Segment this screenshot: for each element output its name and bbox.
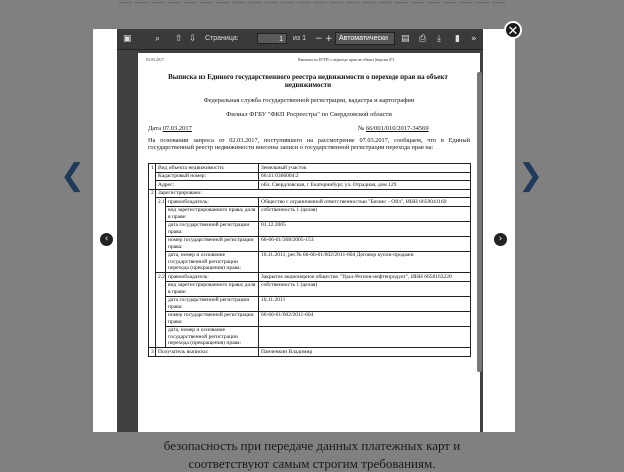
table-row: [149, 281, 471, 296]
viewer-prev-icon[interactable]: ‹: [100, 233, 113, 246]
cell-label: дата, номер и основание государственной регистрации перехода (прекращения) права:: [166, 326, 259, 348]
cell-value: 10.11.2011: [259, 296, 471, 311]
document-title: Выписка из Единого государственного реестра недвижимости о переходе прав на объект недвижимости: [168, 73, 448, 89]
records-table: [148, 163, 471, 357]
table-row: [149, 251, 471, 273]
bookmark-icon[interactable]: ▮: [455, 34, 460, 44]
close-icon[interactable]: ✕: [504, 21, 522, 39]
cell-label: правообладатель:: [166, 273, 259, 282]
cell-value: собственность 1 (целая): [259, 281, 471, 296]
cell-label: Кадастровый номер:: [156, 172, 259, 181]
download-icon[interactable]: ⤓: [437, 34, 441, 44]
cell-label: вид зарегистрированного права; доля в праве:: [166, 281, 259, 296]
backdrop-text-line-1: безопасность при передаче данных платежных карт и: [163, 438, 461, 453]
cell-label: дата, номер и основание государственной регистрации перехода (прекращения) права:: [166, 251, 259, 273]
number-row: [358, 125, 429, 132]
table-row: [149, 236, 471, 251]
page-header-title: Выписка из ЕГРП о переходе прав на объект (версия 07): [298, 57, 395, 62]
table-row: [149, 164, 471, 173]
pdf-toolbar: [117, 29, 483, 50]
page-number-input[interactable]: 1: [257, 33, 287, 44]
table-row: [149, 172, 471, 181]
branch-name: Филиал ФГБУ "ФКП Росреестра" по Свердловской области: [226, 111, 392, 118]
document-scroll-area[interactable]: [117, 50, 483, 432]
lightbox-modal: [93, 29, 515, 432]
zoom-in-icon[interactable]: +: [325, 34, 333, 44]
cell-value: Общество с ограниченной ответственностью "Бизнес - Ойл", ИНН 6659041169: [259, 198, 471, 207]
table-row: [149, 198, 471, 207]
cell-value: 10.11.2011, рег.№ 66-66-01/602/2011-604 Договор купли-продажи: [259, 251, 471, 273]
row-number: 3: [149, 348, 156, 357]
agency-name: Федеральная служба государственной регистрации, кадастра и картографии: [203, 97, 415, 104]
zoom-select[interactable]: Автоматически: [335, 32, 395, 45]
gallery-prev-icon[interactable]: ❮: [60, 158, 86, 193]
table-row: [149, 189, 471, 198]
table-row: [149, 221, 471, 236]
search-icon[interactable]: ⌕: [155, 34, 161, 44]
table-row: [149, 348, 471, 357]
table-row: [149, 273, 471, 282]
cell-value: Панченкин Владимир: [259, 348, 471, 357]
viewer-next-icon[interactable]: ›: [494, 233, 507, 246]
more-tools-icon[interactable]: »: [471, 34, 477, 44]
date-value: 07.03.2017: [162, 125, 192, 132]
cell-value: Закрытое акционерное общество "Урал-Регион-нефтепродукт", ИНН 6658163220: [259, 273, 471, 282]
cell-label: Получатель выписки:: [156, 348, 259, 357]
vertical-scrollbar[interactable]: [477, 72, 482, 372]
cell-value: 66-66-01/368/2005-153: [259, 236, 471, 251]
row-number: 2.2: [156, 273, 166, 348]
table-row: [149, 296, 471, 311]
backdrop-text-line-2: соответствуют самым строгим требованиям.: [188, 456, 436, 471]
cell-value: 01.12.2005: [259, 221, 471, 236]
table-row: [149, 181, 471, 190]
row-number: 1: [149, 164, 156, 190]
cell-label: Адрес:: [156, 181, 259, 190]
next-page-icon[interactable]: ⇩: [189, 34, 197, 44]
table-row: [149, 326, 471, 348]
table-row: [149, 311, 471, 326]
page-label: Страница:: [205, 35, 239, 42]
gallery-next-icon[interactable]: ❯: [518, 158, 544, 193]
number-value: 66/001/010/2017-34569: [365, 125, 429, 132]
zoom-out-icon[interactable]: −: [315, 34, 323, 44]
intro-paragraph: На основании запроса от 02.03.2017, поступившего на рассмотрение 07.03.2017, сообщаем, что в Единый государственный реестр недвижимости внесены записи о государственной регистрации перехода прав на:: [148, 137, 470, 151]
cell-label: дата государственной регистрации права:: [166, 221, 259, 236]
open-file-icon[interactable]: ▤: [401, 34, 410, 44]
print-icon[interactable]: ⎙: [419, 34, 427, 44]
cell-label: Зарегистрировано:: [156, 189, 471, 198]
document-page: [138, 53, 480, 432]
sidebar-toggle-icon[interactable]: ▣: [123, 34, 132, 44]
page-header-date: 03.03.2017: [146, 57, 164, 62]
cell-label: номер государственной регистрации права:: [166, 236, 259, 251]
cell-label: дата государственной регистрации права:: [166, 296, 259, 311]
cell-label: вид зарегистрированного права; доля в праве:: [166, 206, 259, 221]
cell-value: Земельный участок: [259, 164, 471, 173]
cell-value: собственность 1 (целая): [259, 206, 471, 221]
previous-page-icon[interactable]: ⇧: [175, 34, 183, 44]
cell-value: 66-66-01/602/2011-604: [259, 311, 471, 326]
cell-label: номер государственной регистрации права:: [166, 311, 259, 326]
page-total: из 1: [293, 35, 306, 42]
row-number: 2.1: [156, 198, 166, 273]
date-label: Дата: [148, 125, 161, 132]
cell-value: обл. Свердловская, г Екатеринбург, ул. Отрадная, дом 129: [259, 181, 471, 190]
cell-value: 66:41:0306004:2: [259, 172, 471, 181]
row-number: 2: [149, 189, 156, 348]
number-label: №: [358, 125, 365, 132]
table-row: [149, 206, 471, 221]
pdf-viewer: [117, 29, 483, 432]
cell-label: Вид объекта недвижимости:: [156, 164, 259, 173]
date-row: [148, 125, 192, 132]
backdrop-top-text: — — — — — — — — — — — — — — — — — — — — — — — —: [118, 0, 506, 9]
cell-label: правообладатель:: [166, 198, 259, 207]
cell-value: [259, 326, 471, 348]
